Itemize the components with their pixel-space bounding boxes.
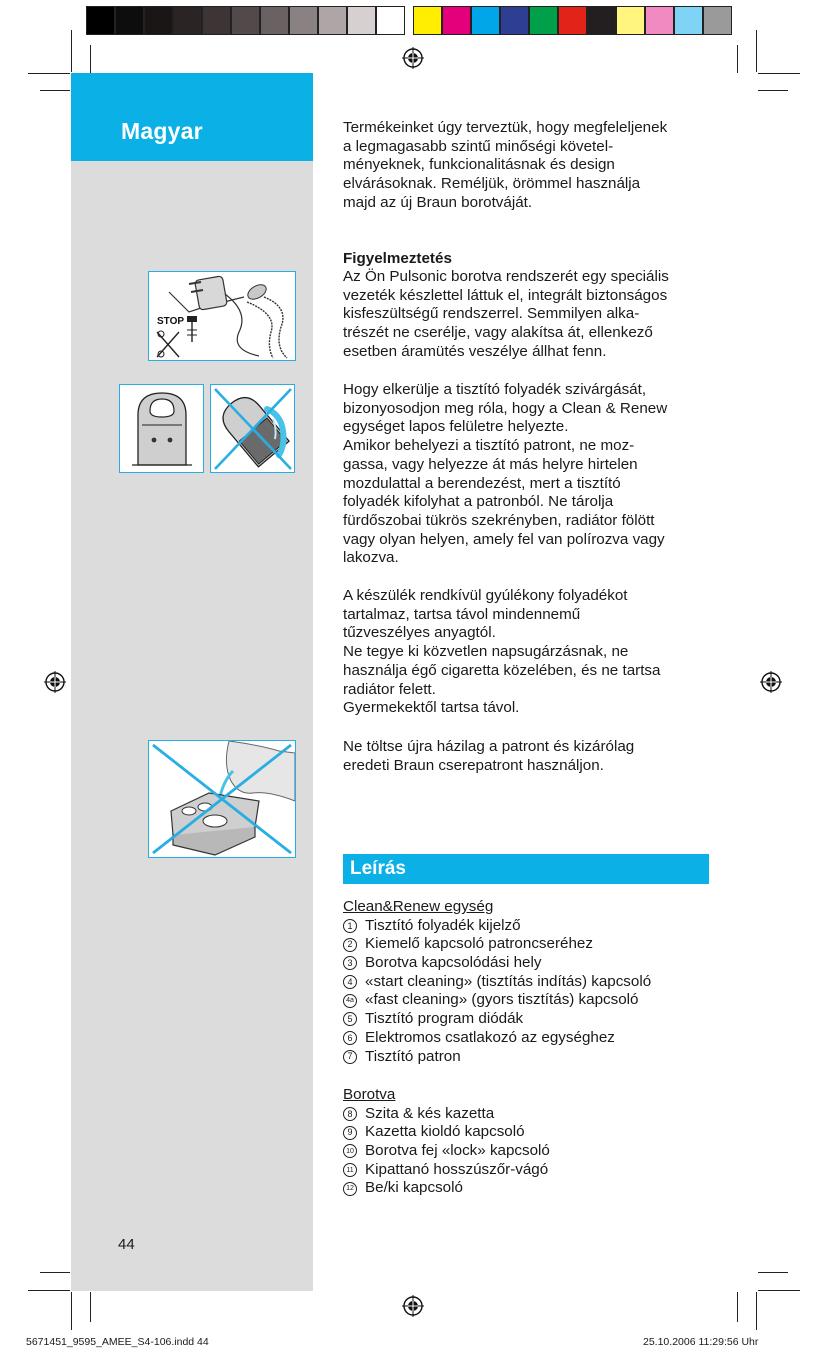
crop-mark [758, 73, 800, 74]
unit-parts-list [343, 898, 715, 1066]
item-number: 8 [343, 1107, 357, 1121]
crop-mark [90, 1292, 91, 1322]
item-number: 12 [343, 1182, 357, 1196]
crop-mark [71, 1292, 72, 1330]
color-swatch [144, 6, 173, 35]
list-item [343, 1161, 715, 1180]
language-title: Magyar [121, 118, 203, 144]
list-item [343, 973, 715, 992]
description-title: Leírás [350, 858, 406, 879]
warning-paragraph-3: A készülék rendkívül gyúlékony folyadékot tartalmaz, tartsa távol mindennemű tűzveszélyes anyagtól. Ne tegye ki közvetlen napsugárzásnak, ne használja égő cigaretta közelében, és ne tartsa radiátor felett. Gyermekektől tartsa távol. [343, 587, 661, 717]
refill-cartridge-illustration-icon [149, 741, 295, 857]
item-number: 2 [343, 938, 357, 952]
list-item [343, 1142, 715, 1161]
list-item [343, 1123, 715, 1142]
registration-mark-icon [760, 671, 782, 693]
crop-mark [756, 1292, 757, 1330]
item-label: Be/ki kapcsoló [365, 1179, 463, 1197]
item-label: Tisztító program diódák [365, 1010, 524, 1028]
color-swatch [318, 6, 347, 35]
item-label: Elektromos csatlakozó az egységhez [365, 1028, 615, 1046]
item-number: 1 [343, 919, 357, 933]
color-swatch [645, 6, 674, 35]
list-item [343, 954, 715, 973]
sidebar-header [71, 73, 313, 161]
footer-file-info: 5671451_9595_AMEE_S4-106.indd 44 [26, 1336, 209, 1348]
color-swatch [558, 6, 587, 35]
color-swatch [260, 6, 289, 35]
item-number: 9 [343, 1126, 357, 1140]
item-label: Tisztító folyadék kijelző [365, 916, 521, 934]
crop-mark [28, 73, 70, 74]
figure-plug-warning [148, 271, 296, 361]
stop-label: STOP [157, 316, 185, 327]
color-swatch [587, 6, 616, 35]
crop-mark [40, 90, 70, 91]
crop-mark [737, 1292, 738, 1322]
crop-mark [90, 45, 91, 73]
crop-mark [71, 30, 72, 72]
crop-mark [40, 1272, 70, 1273]
color-swatch [674, 6, 703, 35]
crop-mark [756, 30, 757, 72]
item-label: Borotva fej «lock» kapcsoló [365, 1142, 550, 1160]
color-swatch [442, 6, 471, 35]
item-label: Szita & kés kazetta [365, 1104, 495, 1122]
color-swatch [529, 6, 558, 35]
cleaning-unit-illustration-icon [120, 385, 203, 472]
item-label: Kiemelő kapcsoló patroncseréhez [365, 935, 593, 953]
item-label: «start cleaning» (tisztítás indítás) kapcsoló [365, 972, 652, 990]
color-swatch [115, 6, 144, 35]
crop-mark [758, 1290, 800, 1291]
warning-paragraph-2: Hogy elkerülje a tisztító folyadék szivárgását, bizonyosodjon meg róla, hogy a Clean & Renew egységet lapos felületre helyezte. Amikor behelyezi a tisztító patront, ne moz- gassa, vagy helyezze át más helyre hirtelen mozdulattal a berendezést, mert a tisztító folyadék kifolyhat a patronból. Ne tárolja fürdőszobai tükrös szekrényben, radiátor fölött vagy olyan helyen, amely fel van polírozva vagy lakozva. [343, 381, 668, 567]
item-number: 6 [343, 1031, 357, 1045]
color-swatch [347, 6, 376, 35]
color-swatch [413, 6, 442, 35]
item-number: 11 [343, 1163, 357, 1177]
list-item [343, 1010, 715, 1029]
warning-paragraph-4: Ne töltse újra házilag a patront és kizárólag eredeti Braun cserepatront használjon. [343, 738, 635, 774]
item-number: 10 [343, 1144, 357, 1158]
item-label: Kipattanó hosszúszőr-vágó [365, 1160, 549, 1178]
crop-mark [28, 1290, 70, 1291]
list-item [343, 1029, 715, 1048]
item-number: 7 [343, 1050, 357, 1064]
figure-refill-crossed [148, 740, 296, 858]
warning-heading: Figyelmeztetés [343, 250, 452, 267]
item-number: 5 [343, 1012, 357, 1026]
list-item [343, 1048, 715, 1067]
color-swatch [86, 6, 115, 35]
list-item [343, 935, 715, 954]
sidebar-panel [71, 73, 313, 1291]
item-label: Tisztító patron [365, 1047, 461, 1065]
item-label: Kazetta kioldó kapcsoló [365, 1123, 525, 1141]
registration-mark-icon [402, 1295, 424, 1317]
shaver-heading: Borotva [343, 1086, 396, 1103]
list-item [343, 917, 715, 936]
color-calibration-bar [86, 6, 732, 35]
footer-timestamp: 25.10.2006 11:29:56 Uhr [643, 1336, 759, 1348]
item-label: «fast cleaning» (gyors tisztítás) kapcsoló [365, 991, 639, 1009]
list-item [343, 1105, 715, 1124]
figure-unit-tilted-crossed [210, 384, 295, 473]
warning-paragraph-1: Az Ön Pulsonic borotva rendszerét egy speciális vezeték készlettel láttuk el, integrált biztonságos kisfeszültségű rendszerrel. Semmilyen alka- trészét ne cserélje, vagy alakítsa át, ellenkező esetben áramütés veszélye állhat fenn. [343, 268, 669, 360]
item-number: 3 [343, 956, 357, 970]
item-number: 4 [343, 975, 357, 989]
color-swatch [173, 6, 202, 35]
shaver-parts-list [343, 1086, 715, 1198]
registration-mark-icon [44, 671, 66, 693]
color-swatch [500, 6, 529, 35]
item-number: 4a [343, 994, 357, 1008]
figure-unit-flat [119, 384, 204, 473]
crop-mark [737, 45, 738, 73]
color-swatch [616, 6, 645, 35]
color-swatch [703, 6, 732, 35]
color-swatch [471, 6, 500, 35]
crop-mark [758, 1272, 788, 1273]
intro-paragraph: Termékeinket úgy terveztük, hogy megfeleljenek a legmagasabb szintű minőségi követel- ményeknek, funkcionalitásnak és design elvárásoknak. Reméljük, örömmel használja majd az új Braun borotváját. [343, 119, 668, 211]
color-swatch [202, 6, 231, 35]
color-swatch [289, 6, 318, 35]
unit-heading: Clean&Renew egység [343, 898, 494, 915]
registration-mark-icon [402, 47, 424, 69]
page-number: 44 [118, 1236, 135, 1253]
color-swatch [376, 6, 405, 35]
tilted-unit-leak-illustration-icon [211, 385, 294, 472]
color-swatch [231, 6, 260, 35]
plug-cable-illustration-icon [149, 272, 295, 360]
list-item [343, 991, 715, 1010]
crop-mark [758, 90, 788, 91]
list-item [343, 1179, 715, 1198]
item-label: Borotva kapcsolódási hely [365, 954, 542, 972]
